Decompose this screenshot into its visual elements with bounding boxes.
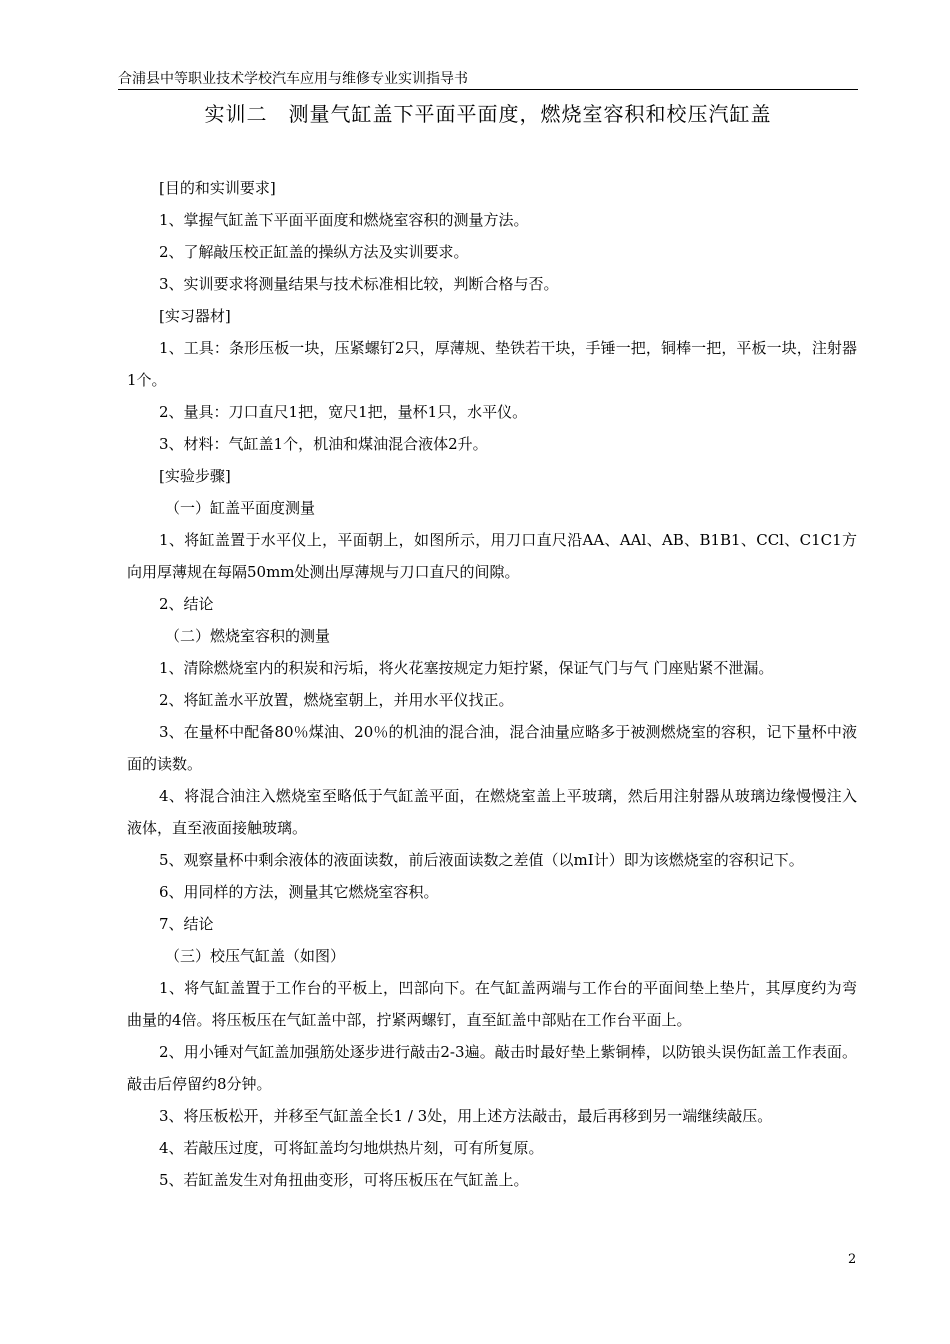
subsection-heading: （一）缸盖平面度测量 — [165, 499, 316, 517]
paragraph: 4、将混合油注入燃烧室至略低于气缸盖平面，在燃烧室盖上平玻璃，然后用注射器从玻璃边缘慢慢注入液体，直至液面接触玻璃。 — [127, 787, 857, 837]
paragraph: 3、实训要求将测量结果与技术标准相比较，判断合格与否。 — [159, 275, 559, 293]
paragraph: 2、量具：刀口直尺1把，宽尺1把，量杯1只，水平仪。 — [159, 403, 528, 421]
paragraph: 2、用小锤对气缸盖加强筋处逐步进行敲击2-3遍。敲击时最好垫上紫铜棒，以防锒头误伤缸盖工作表面。敲击后停留约8分钟。 — [127, 1043, 857, 1093]
paragraph: 1、工具：条形压板一块，压紧螺钉2只，厚薄规、垫铁若干块，手锤一把，铜棒一把，平板一块，注射器1个。 — [127, 339, 857, 389]
section-heading-objectives: [目的和实训要求] — [159, 179, 276, 197]
header-rule — [118, 89, 858, 90]
document-header: 合浦县中等职业技术学校汽车应用与维修专业实训指导书 — [118, 71, 468, 87]
subsection-heading: （三）校压气缸盖（如图） — [165, 947, 346, 965]
paragraph: 5、若缸盖发生对角扭曲变形，可将压板压在气缸盖上。 — [159, 1171, 529, 1189]
paragraph: 7、结论 — [159, 915, 214, 933]
subsection-heading: （二）燃烧室容积的测量 — [165, 627, 331, 645]
paragraph: 2、结论 — [159, 595, 214, 613]
paragraph: 3、将压板松开，并移至气缸盖全长1 / 3处，用上述方法敲击，最后再移到另一端继续敲压。 — [159, 1107, 773, 1125]
paragraph: 1、掌握气缸盖下平面平面度和燃烧室容积的测量方法。 — [159, 211, 529, 229]
page-number: 2 — [848, 1252, 857, 1267]
document-body — [127, 172, 857, 1196]
paragraph: 3、材料：气缸盖1个，机油和煤油混合液体2升。 — [159, 435, 488, 453]
paragraph: 2、将缸盖水平放置，燃烧室朝上，并用水平仪找正。 — [159, 691, 514, 709]
paragraph: 6、用同样的方法，测量其它燃烧室容积。 — [159, 883, 439, 901]
paragraph: 1、将缸盖置于水平仪上，平面朝上，如图所示，用刀口直尺沿AA、AAl、AB、B1B1、CCl、C1C1方向用厚薄规在每隔50mm处测出厚薄规与刀口直尺的间隙。 — [127, 531, 857, 581]
paragraph: 1、清除燃烧室内的积炭和污垢，将火花塞按规定力矩拧紧，保证气门与气 门座贴紧不泄漏。 — [159, 659, 774, 677]
section-heading-steps: [实验步骤] — [159, 467, 231, 485]
paragraph: 5、观察量杯中剩余液体的液面读数，前后液面读数之差值（以mI计）即为该燃烧室的容积记下。 — [159, 851, 804, 869]
page-title: 实训二 测量气缸盖下平面平面度，燃烧室容积和校压汽缸盖 — [204, 102, 772, 126]
paragraph: 2、了解敲压校正缸盖的操纵方法及实训要求。 — [159, 243, 469, 261]
paragraph: 3、在量杯中配备80％煤油、20％的机油的混合油，混合油量应略多于被测燃烧室的容积，记下量杯中液面的读数。 — [127, 723, 857, 773]
paragraph: 1、将气缸盖置于工作台的平板上，凹部向下。在气缸盖两端与工作台的平面间垫上垫片，其厚度约为弯曲量的4倍。将压板压在气缸盖中部，拧紧两螺钉，直至缸盖中部贴在工作台平面上。 — [127, 979, 857, 1029]
paragraph: 4、若敲压过度，可将缸盖均匀地烘热片刻，可有所复原。 — [159, 1139, 544, 1157]
section-heading-equipment: [实习器材] — [159, 307, 231, 325]
